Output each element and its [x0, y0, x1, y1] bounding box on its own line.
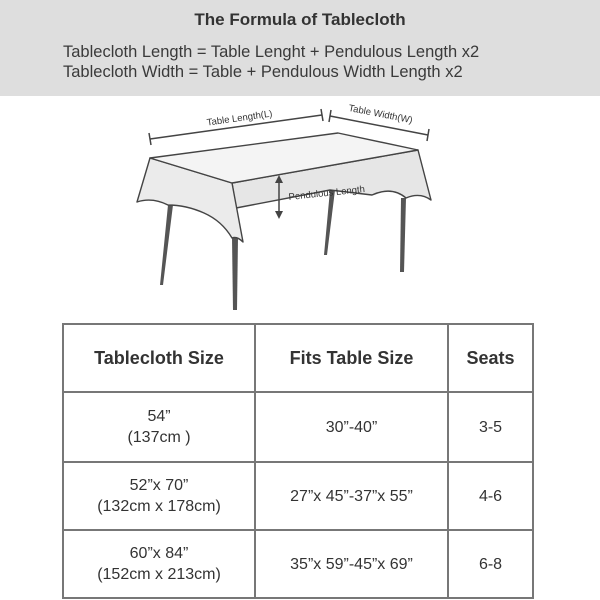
header-tablecloth-size: Tablecloth Size: [63, 324, 255, 392]
table-leg-back-far: [400, 198, 406, 272]
table-row: [63, 392, 533, 462]
seats-cell: 4-6: [448, 462, 533, 530]
size-inches: 60”x 84”: [129, 545, 189, 562]
width-dimension-tick-right: [427, 129, 429, 141]
table-row: [63, 530, 533, 598]
formula-panel: [0, 0, 600, 96]
table-width-label: Table Width(W): [347, 102, 414, 127]
tablecloth-diagram: [0, 96, 600, 316]
size-cm: (152cm x 213cm): [97, 566, 221, 583]
table-leg-front-left: [160, 205, 173, 285]
tablecloth-size-cell: [63, 392, 255, 462]
length-dimension-tick-left: [149, 133, 151, 145]
length-formula: Tablecloth Length = Table Lenght + Pendulous Length x2: [63, 43, 480, 61]
tablecloth-size-cell: [63, 530, 255, 598]
tablecloth: [137, 133, 431, 242]
tablecloth-size-cell: [63, 462, 255, 530]
size-inches: 54”: [147, 408, 171, 425]
seats-cell: 3-5: [448, 392, 533, 462]
fits-table-size-cell: 35”x 59”-45”x 69”: [255, 530, 448, 598]
pendulous-length-label: Pendulous Length: [288, 184, 366, 203]
table-row: [63, 462, 533, 530]
table-length-label: Table Length(L): [206, 108, 274, 129]
fits-table-size-cell: 27”x 45”-37”x 55”: [255, 462, 448, 530]
size-cm: (137cm ): [127, 429, 191, 446]
seats-cell: 6-8: [448, 530, 533, 598]
header-seats: Seats: [448, 324, 533, 392]
size-inches: 52”x 70”: [129, 477, 189, 494]
fits-table-size-cell: 30”-40”: [255, 392, 448, 462]
header-fits-table-size: Fits Table Size: [255, 324, 448, 392]
table-header-row: [63, 324, 533, 392]
pendulous-arrow-down: [275, 211, 283, 219]
width-dimension-tick-left: [329, 110, 331, 122]
size-cm: (132cm x 178cm): [97, 498, 221, 515]
formula-title: The Formula of Tablecloth: [194, 10, 406, 29]
width-formula: Tablecloth Width = Table + Pendulous Width Length x2: [63, 63, 463, 81]
table-leg-back-right: [324, 190, 335, 255]
length-dimension-tick-right: [321, 109, 323, 121]
size-chart-table: [62, 323, 534, 599]
table-leg-front-right: [232, 238, 238, 310]
